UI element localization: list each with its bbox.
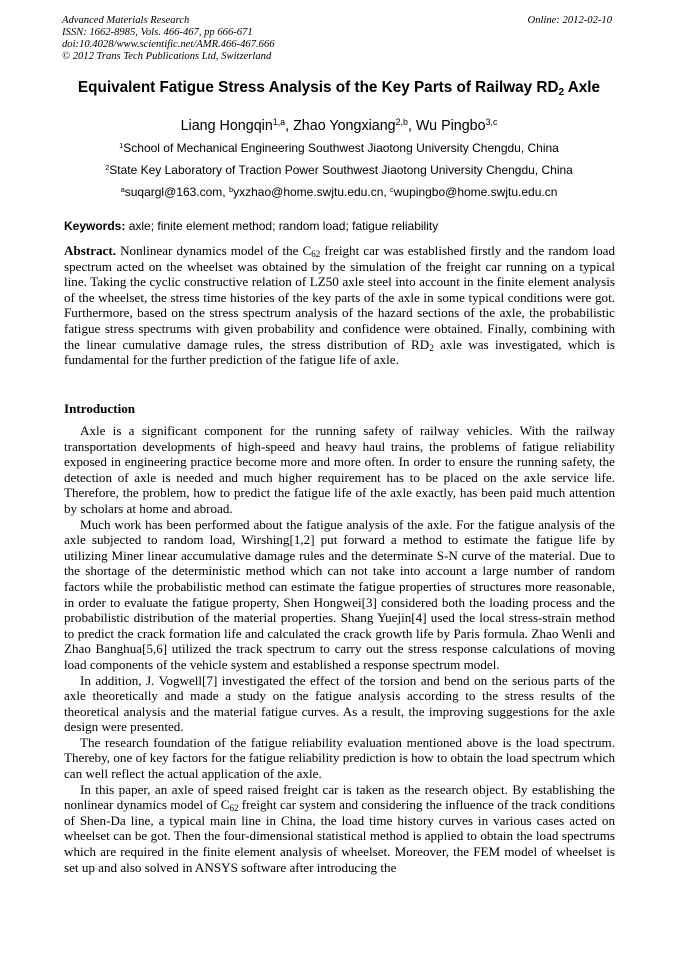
- paragraph: Much work has been performed about the fatigue analysis of the axle. For the fatigue analysis of the axle subjected to random load, Wirshing[1,2] put forward a method to estimate the fatigue life by utilizing Miner linear accumulative damage rules and the determinate S-N curve of the material. Due to the shortage of the deterministic method which can not take into account a large number of random factors while the probabilistic method can estimate the fatigue properties of structures more reasonable, in order to evaluate the fatigue property, Shen Hongwei[3] considered both the loading process and the probabilistic distribution of the material properties. Shang Yuejin[4] used the local stress-strain method to predict the crack formation life and calculated the crack growth life by Paris formula. Zhao Wenli and Zhao Banghua[5,6] utilized the track spectrum to carry out the stress response calculations of moving load components of the vehicle system and established a response spectrum model.: [64, 516, 615, 672]
- section-heading-introduction: Introduction: [64, 401, 136, 416]
- paragraph: In addition, J. Vogwell[7] investigated the effect of the torsion and bend on the serious parts of the axle theoretically and made a study on the fatigue analysis according to the stress results of the theoretical analysis and the material fatigue curves. As a result, the improving suggestions for the axle design were presented.: [64, 672, 615, 735]
- title-subscript: 2: [558, 87, 565, 98]
- email-list: $^a$suqargl@163.com, $^b$yxzhao@home.swjtu.edu.cn, $^c$wupingbo@home.swjtu.edu.cn: [120, 184, 558, 199]
- paper-title: [0, 79, 678, 97]
- keywords: [64, 219, 438, 233]
- title-end: Axle: [564, 79, 601, 96]
- author: Zhao Yongxiang$^{2,b}$,: [293, 117, 416, 134]
- paragraph: The research foundation of the fatigue reliability evaluation mentioned above is the load spectrum. Thereby, one of key factors for the fatigue reliability prediction is how to obtain the load spectrum which can well reflect the actual application of the axle.: [64, 734, 615, 782]
- journal-name: Advanced Materials Research: [62, 15, 190, 26]
- author-list: [0, 118, 678, 134]
- email-link[interactable]: suqargl@163.com,: [124, 185, 229, 199]
- affiliation-1: $^1$School of Mechanical Engineering Southwest Jiaotong University Chengdu, China: [119, 140, 559, 155]
- title-text: Equivalent Fatigue Stress Analysis of the Key Parts of Railway RD: [77, 79, 559, 96]
- copyright: © 2012 Trans Tech Publications Ltd, Switzerland: [62, 51, 272, 62]
- author: Liang Hongqin$^{1,a}$,: [180, 117, 294, 134]
- email-link[interactable]: wupingbo@home.swjtu.edu.cn: [393, 185, 558, 199]
- paragraph: In this paper, an axle of speed raised freight car is taken as the research object. By establishing the nonlinear dynamics model of $C_{62}$ freight car system and considering the influence of the track conditions of Shen-Da line, a typical main line in China, the load time history curves in various cases acted on wheelset can be got. Then the four-dimensional statistical method is applied to obtain the load spectrums which are required in the finite element analysis of wheelset. Moreover, the FEM model of wheelset is set up and also solved in ANSYS software after introducing the: [64, 781, 615, 875]
- introduction-body: [64, 423, 615, 875]
- doi: doi:10.4028/www.scientific.net/AMR.466-467.666: [62, 39, 275, 50]
- email-link[interactable]: yxzhao@home.swjtu.edu.cn,: [233, 185, 391, 199]
- keywords-label: Keywords:: [64, 219, 126, 233]
- author: Wu Pingbo$^{3,c}$: [415, 117, 498, 134]
- journal-header: [62, 15, 612, 63]
- paragraph: Axle is a significant component for the running safety of railway vehicles. With the railway transportation developments of high-speed and heavy haul trains, the problems of fatigue reliability exposed in engineering practice become more and more often. In order to ensure the running safety, the detection of axle is needed and much higher requirement has to be placed on the axle service life. Therefore, the problem, how to predict the fatigue life of the axle exactly, has been paid much attention by scholars at home and abroad.: [64, 423, 615, 516]
- keywords-text: axle; finite element method; random load; fatigue reliability: [125, 219, 439, 233]
- abstract-label: Abstract.: [64, 243, 116, 258]
- affiliation-2: $^2$State Key Laboratory of Traction Power Southwest Jiaotong University Chengdu, China: [105, 162, 573, 177]
- issn: ISSN: 1662-8985, Vols. 466-467, pp 666-671: [62, 27, 253, 38]
- online-date: Online: 2012-02-10: [527, 15, 612, 26]
- abstract: Abstract. Nonlinear dynamics model of the $C_{62}$ freight car was established firstly and the random load spectrum acted on the wheelset was obtained by the simulation of the freight car running on a typical line. Taking the cyclic constructive relation of LZ50 axle steel into account in the finite element analysis of the wheelset, the stress time histories of the key parts of the axle in some typical conditions were got. Furthermore, based on the stress spectrum analysis of the hazard sections of the axle, the probabilistic fatigue stress spectrums with given probability and confidence were obtained. Finally, combining with the linear cumulative damage rules, the stress distribution of $RD_2$ axle was investigated, which is fundamental for the further prediction of the fatigue life of axle.: [64, 243, 615, 368]
